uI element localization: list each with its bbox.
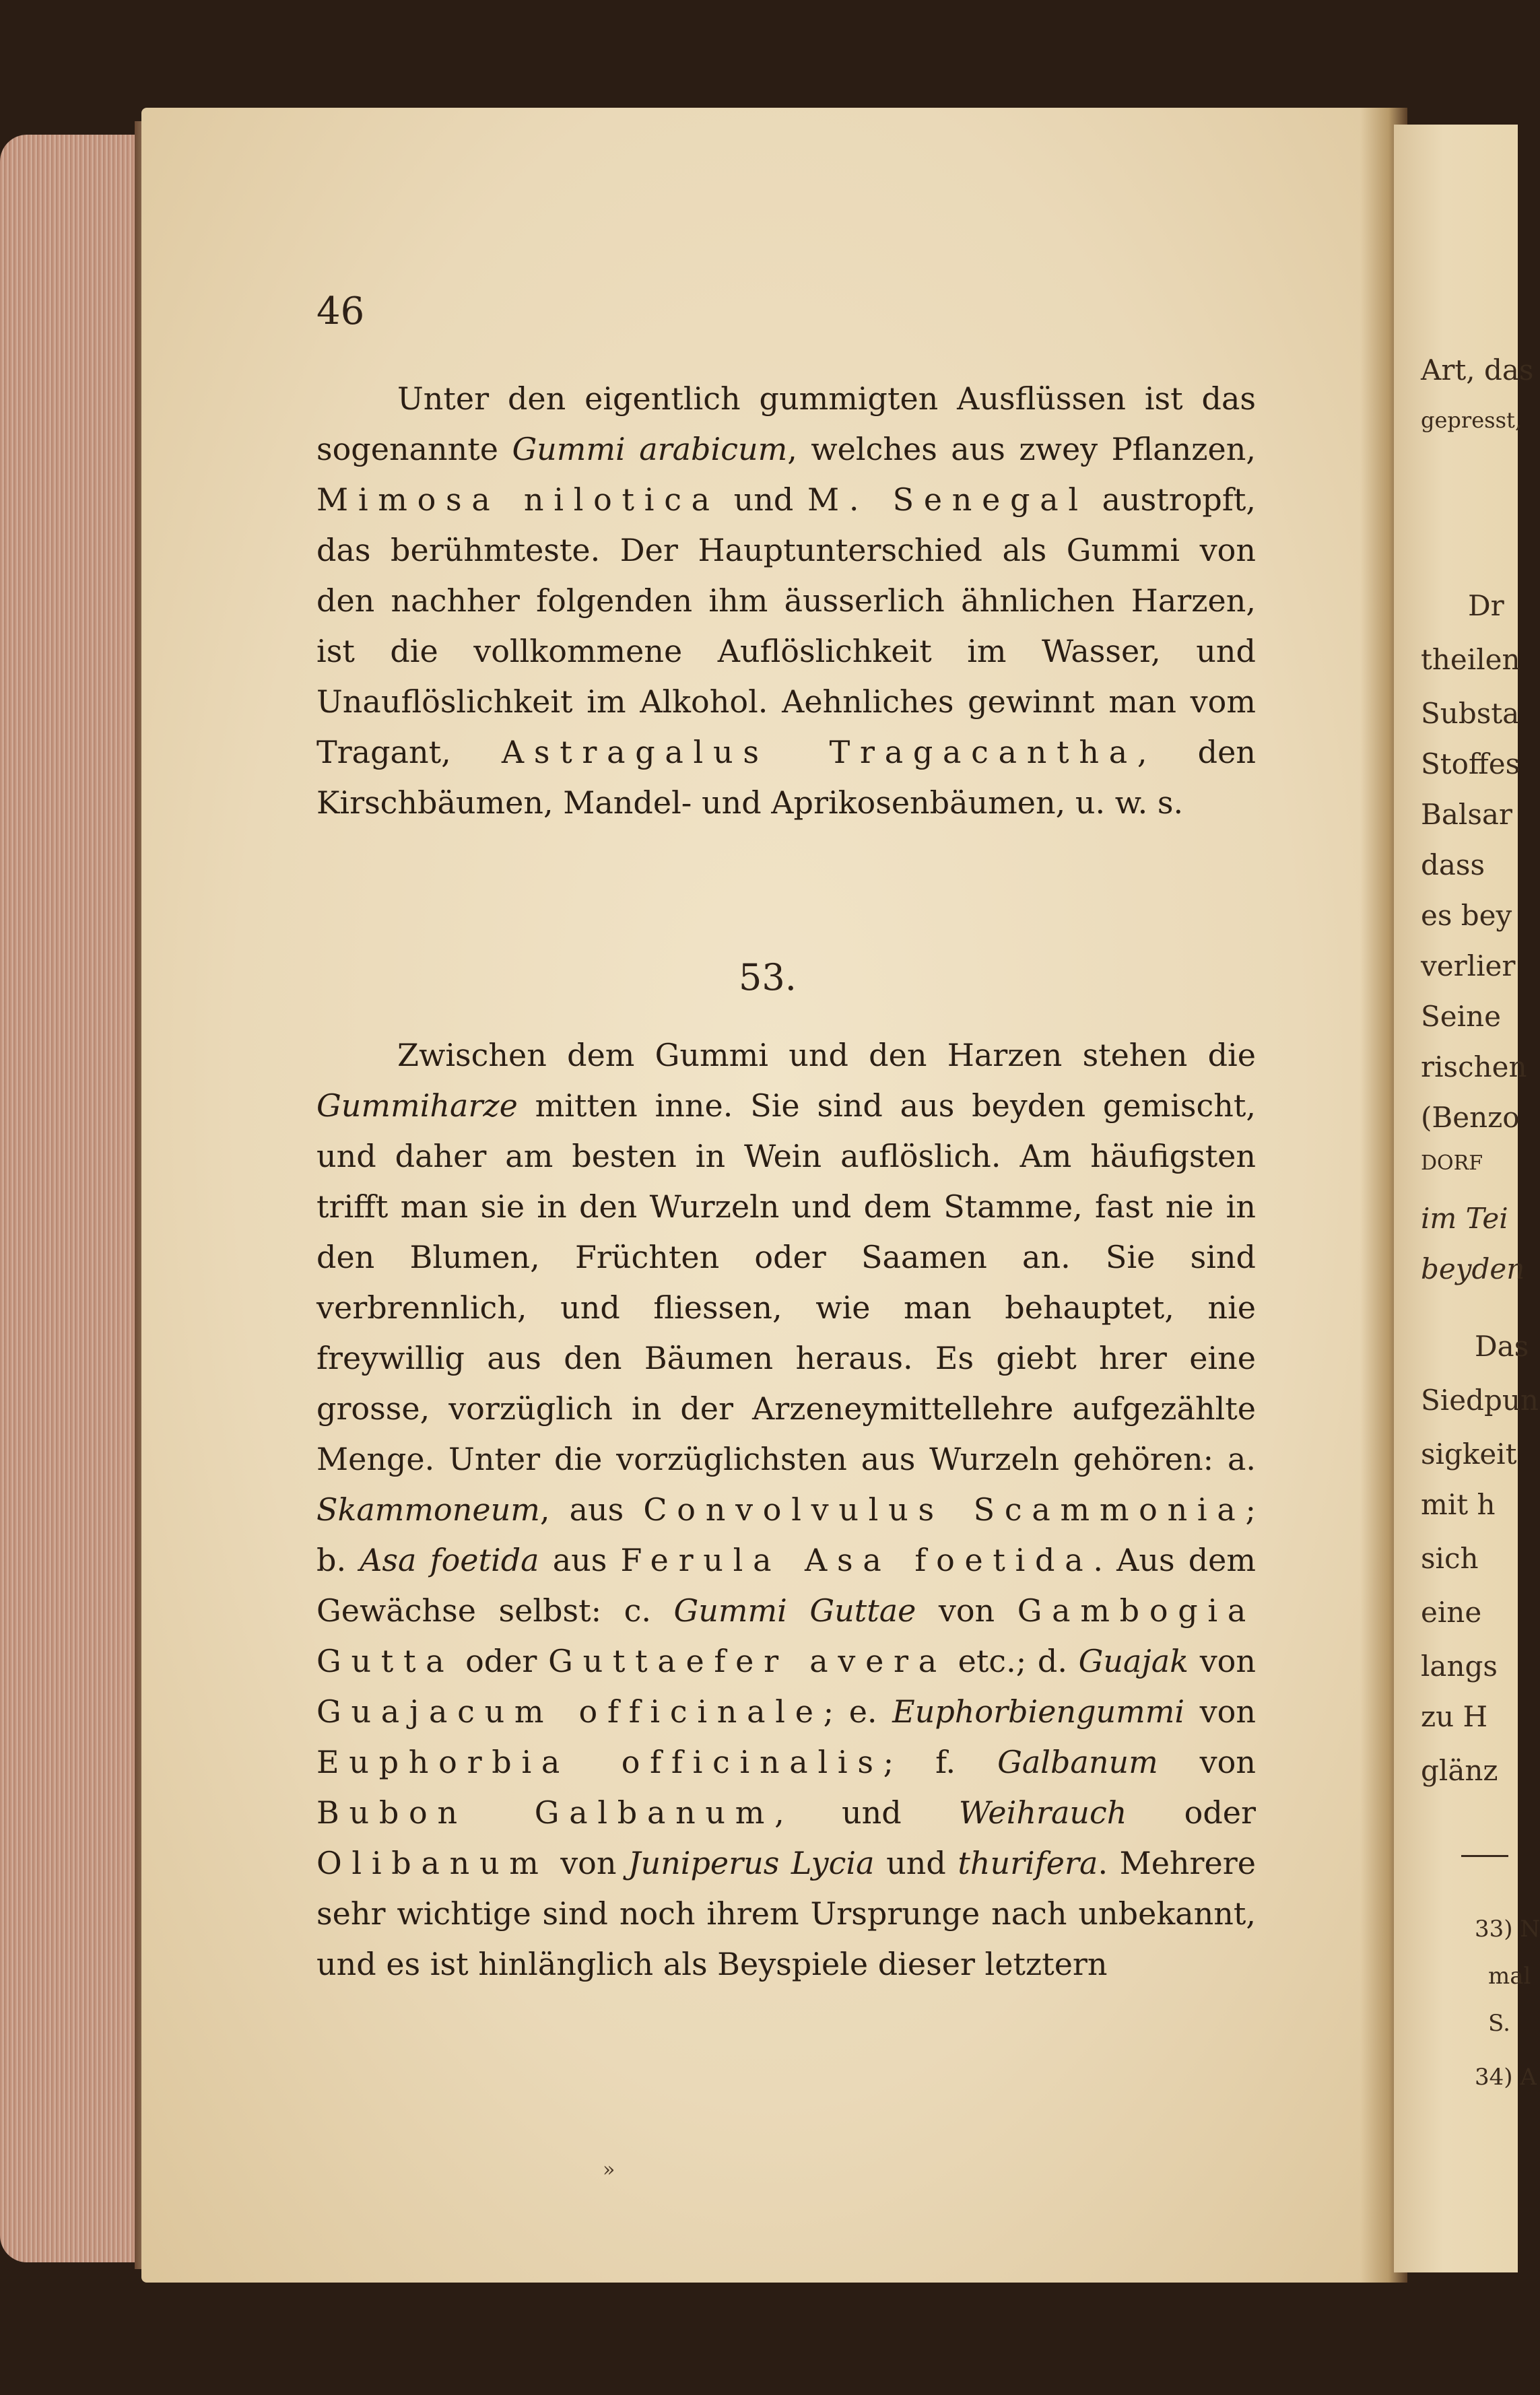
section-heading: 53. [739, 956, 797, 999]
facing-line: rischen [1421, 1050, 1527, 1083]
facing-line: sich [1421, 1542, 1479, 1575]
paragraph-gummi [316, 374, 1256, 828]
facing-line: verlier [1421, 949, 1516, 982]
spaced-term: Convolvulus Scammonia [643, 1491, 1246, 1528]
text-run: oder [1127, 1794, 1256, 1831]
text-run: und [874, 1845, 958, 1881]
facing-line: Balsar [1421, 798, 1513, 831]
text-run: , welches aus zwey Pflanzen, [787, 431, 1257, 467]
book-page-edges [0, 135, 148, 2262]
spaced-term: Astragalus Tragacantha [501, 734, 1137, 770]
italic-term: Gummi Guttae [673, 1592, 916, 1629]
facing-line: beyden [1421, 1252, 1525, 1285]
spaced-term: Olibanum [316, 1845, 549, 1881]
spaced-term: Guttaefer avera [548, 1643, 947, 1679]
facing-line: eine [1421, 1596, 1482, 1629]
facing-line: Siedpun [1421, 1384, 1539, 1417]
italic-term: Gummiharze [316, 1087, 518, 1124]
facing-line: Dr [1468, 589, 1504, 622]
italic-term: thurifera [958, 1845, 1098, 1881]
text-run: ; b. [316, 1491, 1257, 1578]
text-run: von [1158, 1744, 1256, 1780]
text-run: . Aus dem Gewächse selbst: c. [316, 1542, 1256, 1629]
text-run: oder [454, 1643, 549, 1679]
text-run: Zwischen dem Gummi und den Harzen stehen die [397, 1037, 1256, 1073]
text-run: ; f. [883, 1744, 998, 1780]
text-run: austropft, das berühmteste. Der Hauptunterschied als Gummi von den nachher folgenden ihm äusserlich ähnlichen Harzen, ist die vollkommene Auflöslichkeit im Wasser, und Unauflöslichkeit im Alkohol. Aehnliches gewinnt man vom Tragant, [316, 481, 1256, 770]
paragraph-gummiharze [316, 1030, 1256, 1990]
spaced-term: Mimosa nilotica [316, 481, 720, 518]
italic-term: Skammoneum [316, 1491, 540, 1528]
facing-line: DORF [1421, 1151, 1483, 1175]
text-run: und [719, 481, 808, 518]
text-run: etc.; d. [946, 1643, 1079, 1679]
facing-line: 34) A [1475, 2064, 1537, 2091]
facing-line: glänz [1421, 1754, 1498, 1787]
text-run: von [1184, 1693, 1256, 1730]
spaced-term: Bubon Galbanum [316, 1794, 775, 1831]
italic-term: Guajak [1078, 1643, 1189, 1679]
facing-line: zu H [1421, 1700, 1488, 1733]
facing-line: Seine [1421, 1000, 1501, 1033]
facing-line: im Tei [1421, 1202, 1508, 1235]
text-run: ; e. [823, 1693, 893, 1730]
footer-mark: » [603, 2158, 615, 2182]
facing-line: Art, das [1421, 353, 1534, 386]
page-number: 46 [316, 290, 365, 333]
facing-line: mal [1488, 1963, 1531, 1990]
text-run: von [548, 1845, 629, 1881]
facing-line: Substa [1421, 697, 1520, 730]
facing-line: 33) N [1475, 1916, 1540, 1943]
facing-line: Das [1475, 1330, 1529, 1363]
spaced-term: M. Senegal [807, 481, 1088, 518]
facing-line: mit h [1421, 1488, 1496, 1521]
text-run: aus [539, 1542, 621, 1578]
facing-line: (Benzo [1421, 1101, 1520, 1134]
italic-term: Asa foetida [360, 1542, 539, 1578]
italic-term: Euphorbiengummi [892, 1693, 1185, 1730]
spaced-term: Euphorbia officinalis [316, 1744, 883, 1780]
italic-term: Gummi arabicum [512, 431, 788, 467]
facing-line: theilen [1421, 643, 1520, 676]
text-run: , und [774, 1794, 959, 1831]
spaced-term: Gambogia Gutta [316, 1592, 1256, 1679]
facing-line: Stoffes [1421, 747, 1520, 780]
facing-line: es bey [1421, 899, 1512, 932]
text-run: von [916, 1592, 1017, 1629]
spaced-term: Ferula Asa foetida [620, 1542, 1094, 1578]
facing-page-strip [1394, 125, 1540, 2272]
italic-term: Juniperus Lycia [628, 1845, 875, 1881]
text-run: von [1189, 1643, 1256, 1679]
facing-line: langs [1421, 1650, 1498, 1683]
facing-line: dass [1421, 848, 1485, 881]
text-run: , den Kirschbäumen, Mandel- und Aprikosenbäumen, u. w. s. [316, 734, 1256, 821]
facing-line: sigkeit [1421, 1438, 1517, 1471]
italic-term: Galbanum [997, 1744, 1158, 1780]
text-run: . Mehrere sehr wichtige sind noch ihrem Ursprunge nach unbekannt, und es ist hinlänglich als Beyspiele dieser letztern [316, 1845, 1256, 1982]
spaced-term: Guajacum officinale [316, 1693, 824, 1730]
text-run: mitten inne. Sie sind aus beyden gemischt, und daher am besten in Wein auflöslich. Am häufigsten trifft man sie in den Wurzeln und dem Stamme, fast nie in den Blumen, Früchten oder Saamen an. Sie sind verbrennlich, und fliessen, wie man behauptet, nie freywillig aus den Bäumen heraus. Es giebt hrer eine grosse, vorzüglich in der Arzeneymittellehre aufgezählte Menge. Unter die vorzüglichsten aus Wurzeln gehören: a. [316, 1087, 1256, 1477]
text-run: , aus [539, 1491, 644, 1528]
facing-line: S. [1488, 2010, 1510, 2037]
facing-line: gepresst, [1421, 407, 1522, 433]
facing-footnote-rule [1461, 1855, 1508, 1857]
italic-term: Weihrauch [958, 1794, 1127, 1831]
text-run: Unter den eigentlich gummigten Ausflüssen ist das sogenannte [316, 380, 1256, 467]
